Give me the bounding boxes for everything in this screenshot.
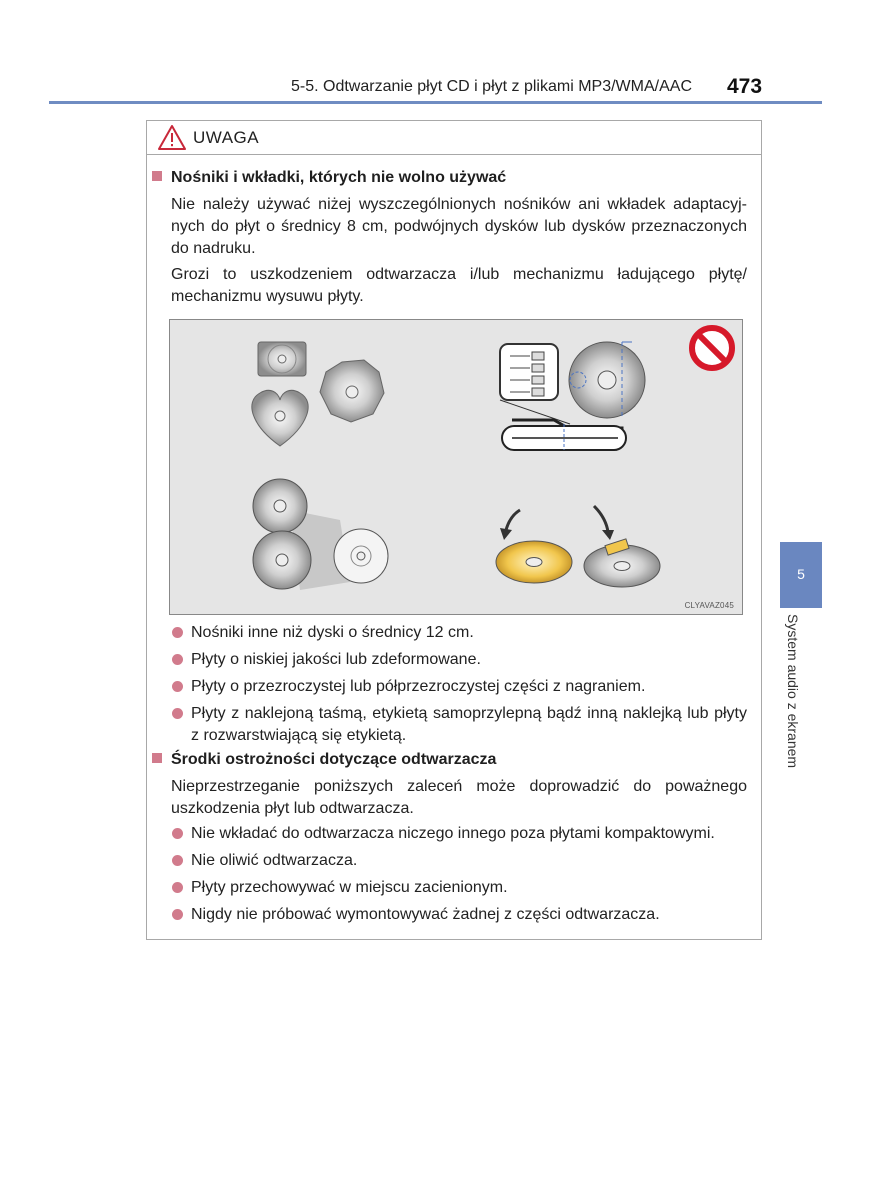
list-item	[171, 622, 747, 644]
list-item	[171, 676, 747, 698]
section-title: 5-5. Odtwarzanie płyt CD i płyt z plikami MP3/WMA/AAC	[291, 78, 692, 95]
adapter-disc-diagram	[500, 342, 645, 450]
section-title-text: Nośniki i wkładki, których nie wolno używać	[171, 169, 507, 186]
chapter-tab[interactable]	[780, 542, 822, 608]
paragraph: Nieprzestrzeganie poniższych zaleceń może doprowadzić do poważnego uszkodzenia płyt lub odtwarzacza.	[171, 778, 747, 817]
list-item-text: Nie wkładać do odtwarzacza niczego innego poza płytami kompaktowymi.	[191, 825, 715, 842]
translucent-discs	[253, 479, 388, 590]
list-item	[171, 877, 747, 899]
warning-label: UWAGA	[193, 128, 260, 147]
warning-header	[147, 121, 761, 155]
list-item	[171, 703, 747, 747]
section-square-icon	[152, 171, 162, 181]
prohibited-sign-icon	[692, 328, 732, 368]
octagon-shaped-disc	[320, 360, 384, 422]
bullet-icon	[172, 828, 183, 839]
bullet-icon	[172, 708, 183, 719]
bullet-icon	[172, 627, 183, 638]
list-item-text: Płyty z naklejoną taśmą, etykietą samoprzylepną bądź inną naklejką lub płyty z rozwarstwiającą się etykietą.	[191, 705, 747, 744]
list-item	[171, 823, 747, 845]
labeled-discs	[496, 506, 660, 587]
warning-triangle-icon	[157, 124, 187, 151]
header-rule	[49, 101, 822, 104]
heart-shaped-disc	[252, 390, 308, 446]
list-item-text: Płyty przechowywać w miejscu zacienionym.	[191, 879, 508, 896]
figure-code: CLYAVAZ045	[684, 601, 734, 610]
list-item	[171, 850, 747, 872]
chapter-side-label: System audio z ekranem	[785, 614, 801, 769]
bullet-icon	[172, 654, 183, 665]
list-item-text: Płyty o niskiej jakości lub zdeformowane.	[191, 651, 481, 668]
list-item-text: Nośniki inne niż dyski o średnicy 12 cm.	[191, 624, 474, 641]
section-title-player	[152, 751, 496, 769]
bullet-icon	[172, 681, 183, 692]
bullet-icon	[172, 855, 183, 866]
page-number: 473	[727, 75, 763, 98]
list-item-text: Nigdy nie próbować wymontowywać żadnej z części odtwarzacza.	[191, 906, 660, 923]
list-item	[171, 649, 747, 671]
list-item	[171, 904, 747, 926]
bullet-icon	[172, 882, 183, 893]
bullet-icon	[172, 909, 183, 920]
prohibited-discs-illustration	[169, 319, 743, 615]
section-square-icon	[152, 753, 162, 763]
warning-box	[146, 120, 762, 940]
list-item-text: Nie oliwić odtwarzacza.	[191, 852, 358, 869]
card-shaped-disc	[258, 342, 306, 376]
list-item-text: Płyty o przezroczystej lub półprzezroczystej części z nagraniem.	[191, 678, 646, 695]
paragraph: Nie należy używać niżej wyszczególnionych nośników ani wkładek adaptacyj-nych do płyt o średnicy 8 cm, podwójnych dysków lub dysków przeznaczonych do nadruku.	[171, 196, 747, 257]
illustration-svg	[170, 320, 742, 614]
section-title-media	[152, 169, 506, 187]
chapter-tab-number: 5	[797, 566, 805, 582]
section-title-text: Środki ostrożności dotyczące odtwarzacza	[171, 751, 497, 768]
paragraph: Grozi to uszkodzeniem odtwarzacza i/lub mechanizmu ładującego płytę/ mechanizmu wysuwu płyty.	[171, 266, 747, 305]
